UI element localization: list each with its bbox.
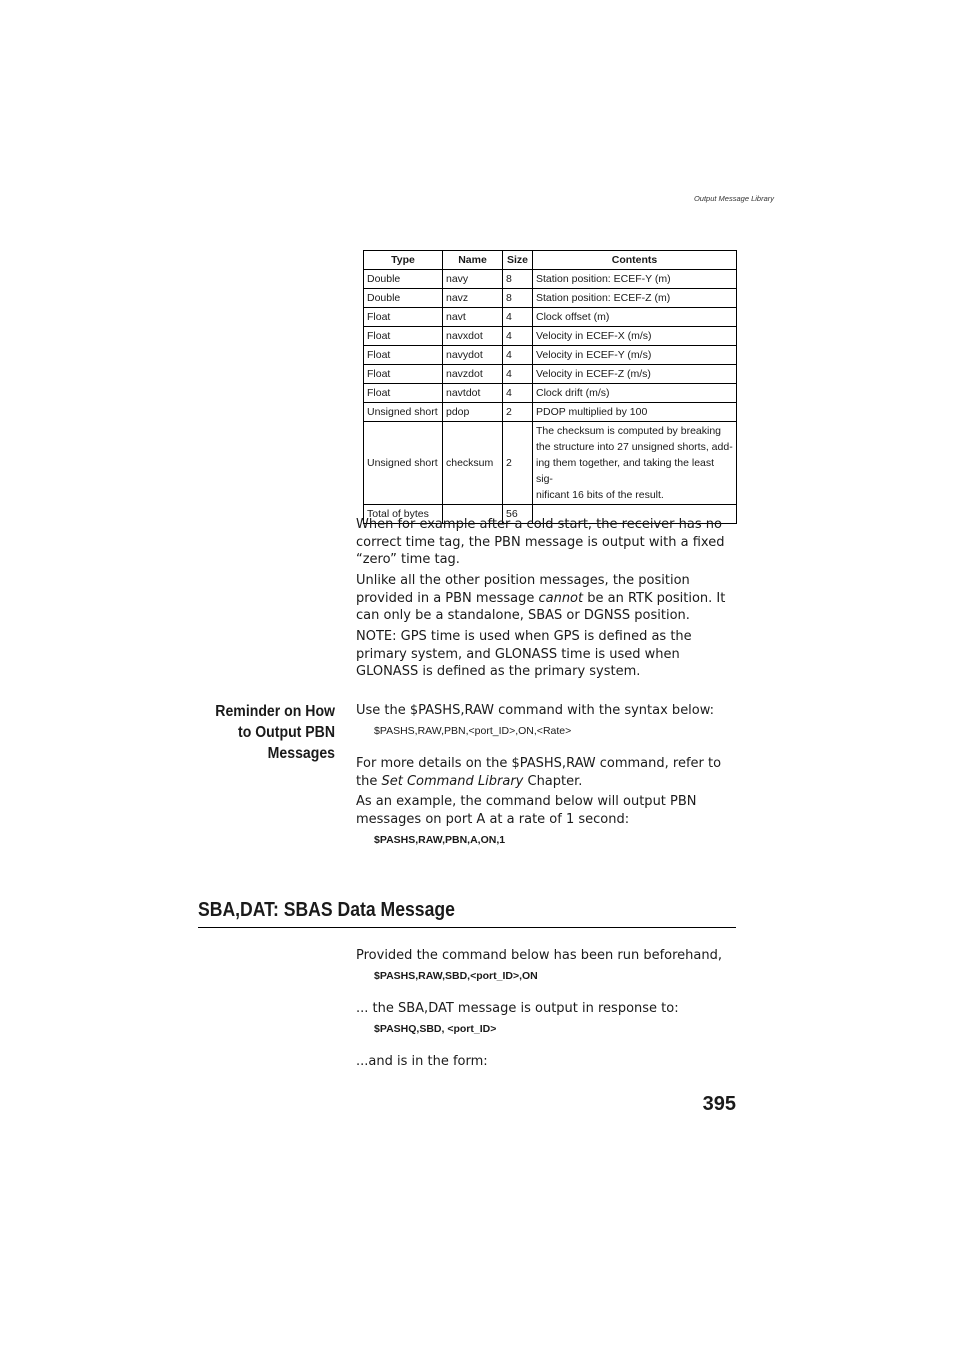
cell-type: Float [364, 308, 443, 327]
reminder-intro: Use the $PASHS,RAW command with the syntax below: [356, 703, 715, 718]
cell-contents [533, 308, 737, 327]
heading-line: Reminder on How [215, 703, 335, 720]
cell-contents [533, 270, 737, 289]
table-body [364, 270, 737, 524]
cell-name: checksum [443, 422, 503, 505]
message-structure-table [363, 250, 737, 524]
table-row [364, 403, 737, 422]
section-title: SBA,DAT: SBAS Data Message [198, 899, 455, 921]
text-span: be an RTK position. It can only be a standalone, SBAS or DGNSS position. [356, 590, 726, 624]
reminder-details [356, 755, 738, 790]
heading-line: Messages [267, 745, 335, 762]
cell-size: 2 [503, 422, 533, 505]
cell-size: 4 [503, 327, 533, 346]
page-number: 395 [702, 1093, 736, 1115]
cell-name: navydot [443, 346, 503, 365]
cell-type: Float [364, 384, 443, 403]
cell-size: 2 [503, 403, 533, 422]
reminder-heading [172, 701, 335, 764]
cell-name: navxdot [443, 327, 503, 346]
cell-name: navz [443, 289, 503, 308]
cell-type: Unsigned short [364, 403, 443, 422]
cell-contents [533, 365, 737, 384]
table-row [364, 346, 737, 365]
table-row [364, 289, 737, 308]
cell-contents [533, 327, 737, 346]
sbd-command: $PASHS,RAW,SBD,<port_ID>,ON [374, 970, 538, 982]
contents-line: The checksum is computed by breaking [536, 425, 722, 437]
table-row [364, 308, 737, 327]
cell-contents [533, 403, 737, 422]
column-header: Size [503, 251, 533, 270]
cell-contents [533, 384, 737, 403]
contents-line: the structure into 27 unsigned shorts, add- [536, 441, 733, 453]
cell-contents [533, 289, 737, 308]
table-row [364, 270, 737, 289]
cell-name: navy [443, 270, 503, 289]
contents-line: Velocity in ECEF-Y (m/s) [536, 348, 652, 361]
cell-size: 8 [503, 289, 533, 308]
cell-size: 4 [503, 346, 533, 365]
contents-line: Station position: ECEF-Z (m) [536, 291, 671, 304]
table-row [364, 365, 737, 384]
example-command: $PASHS,RAW,PBN,A,ON,1 [374, 834, 506, 846]
paragraph-position-note [356, 572, 738, 625]
contents-line: ing them together, and taking the least sig- [536, 457, 715, 485]
reminder-example-intro: As an example, the command below will output PBN messages on port A at a rate of 1 second: [356, 794, 697, 827]
table-header-row [364, 251, 737, 270]
contents-line: Velocity in ECEF-Z (m/s) [536, 367, 651, 380]
contents-line: Velocity in ECEF-X (m/s) [536, 329, 652, 342]
cell-type: Float [364, 346, 443, 365]
raw-command-syntax: $PASHS,RAW,PBN,<port_ID>,ON,<Rate> [374, 725, 572, 737]
cell-type: Total of bytes [364, 505, 443, 524]
table-row [364, 422, 737, 505]
column-header: Type [364, 251, 443, 270]
contents-line: Station position: ECEF-Y (m) [536, 272, 671, 285]
table-row [364, 384, 737, 403]
emphasis: Set Command Library [381, 773, 524, 789]
cell-contents [533, 346, 737, 365]
running-header: Output Message Library [693, 194, 774, 203]
section-divider [198, 927, 736, 928]
text-span: Chapter. [523, 773, 583, 789]
contents-line: nificant 16 bits of the result. [536, 489, 664, 501]
cell-type: Float [364, 327, 443, 346]
cell-contents [533, 422, 737, 505]
table-row [364, 327, 737, 346]
cell-type: Double [364, 289, 443, 308]
section-response-text: ... the SBA,DAT message is output in response to: [356, 1001, 679, 1016]
heading-line: to Output PBN [238, 724, 335, 741]
cell-name: navtdot [443, 384, 503, 403]
cell-type: Unsigned short [364, 422, 443, 505]
cell-size: 8 [503, 270, 533, 289]
paragraph-gps-note: NOTE: GPS time is used when GPS is defined as the primary system, and GLONASS time is used when GLONASS is defined as the primary system. [356, 629, 692, 680]
cell-type: Double [364, 270, 443, 289]
contents-line: Clock drift (m/s) [536, 386, 610, 399]
cell-size: 56 [503, 505, 533, 524]
query-command: $PASHQ,SBD, <port_ID> [374, 1023, 497, 1035]
text-span: Unlike all the other position messages, the position provided in a PBN message [356, 573, 690, 606]
cell-size: 4 [503, 308, 533, 327]
contents-line: Clock offset (m) [536, 310, 610, 323]
cell-type: Float [364, 365, 443, 384]
section-intro: Provided the command below has been run beforehand, [356, 948, 722, 963]
section-form-text: ...and is in the form: [356, 1054, 488, 1069]
cell-name: navzdot [443, 365, 503, 384]
cell-size: 4 [503, 384, 533, 403]
contents-line: PDOP multiplied by 100 [536, 405, 648, 418]
column-header: Contents [533, 251, 737, 270]
cell-name: navt [443, 308, 503, 327]
cell-size: 4 [503, 365, 533, 384]
cell-name: pdop [443, 403, 503, 422]
paragraph-time-tag: When for example after a cold start, the receiver has no correct time tag, the PBN message is output with a fixed “zero” time tag. [356, 517, 725, 568]
text-span: For more details on the $PASHS,RAW command, refer to the [356, 756, 722, 789]
column-header: Name [443, 251, 503, 270]
emphasis: cannot [538, 590, 584, 606]
